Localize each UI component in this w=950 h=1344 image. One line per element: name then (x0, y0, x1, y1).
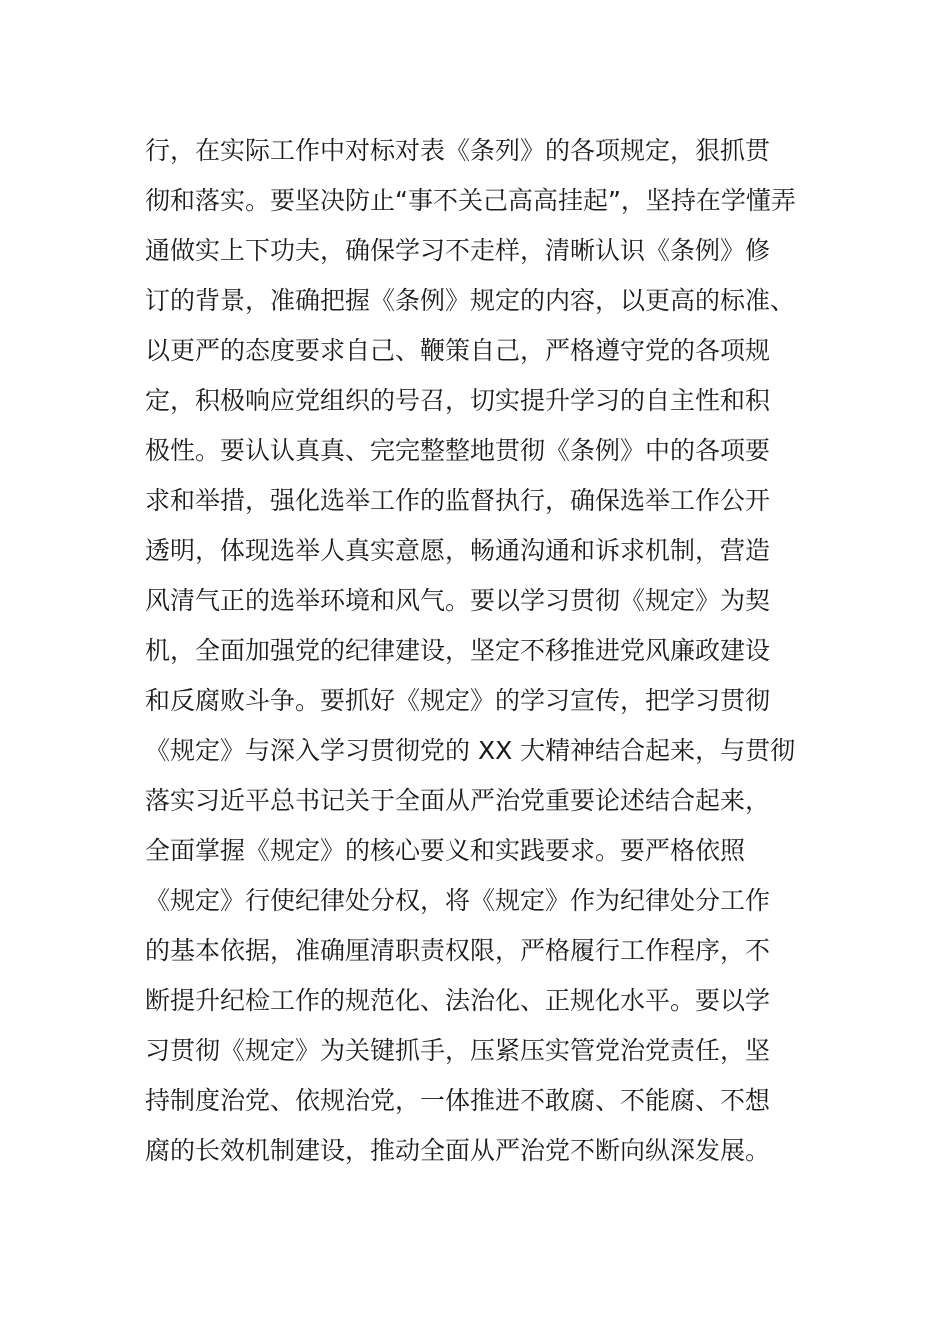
text-line: 和反腐败斗争。要抓好《规定》的学习宣传，把学习贯彻 (145, 686, 771, 715)
text-line: 《规定》行使纪律处分权，将《规定》作为纪律处分工作 (145, 886, 771, 915)
text-line: 行，在实际工作中对标对表《条列》的各项规定，狠抓贯 (145, 136, 771, 165)
text-line: 落实习近平总书记关于全面从严治党重要论述结合起来， (145, 786, 771, 815)
text-line: 彻和落实。要坚决防止“事不关己高高挂起”，坚持在学懂弄 (145, 186, 796, 215)
text-line: 透明，体现选举人真实意愿，畅通沟通和诉求机制，营造 (145, 536, 771, 565)
text-line: 腐的长效机制建设，推动全面从严治党不断向纵深发展。 (145, 1136, 771, 1165)
text-line: 全面掌握《规定》的核心要义和实践要求。要严格依照 (145, 836, 746, 865)
text-line: 订的背景，准确把握《条例》规定的内容，以更高的标准、 (145, 286, 796, 315)
text-line: 求和举措，强化选举工作的监督执行，确保选举工作公开 (145, 486, 771, 515)
text-line: 持制度治党、依规治党，一体推进不敢腐、不能腐、不想 (145, 1086, 771, 1115)
text-line: 以更严的态度要求自己、鞭策自己，严格遵守党的各项规 (145, 336, 771, 365)
text-line: 机，全面加强党的纪律建设，坚定不移推进党风廉政建设 (145, 636, 771, 665)
body-paragraph (145, 126, 815, 1176)
text-line: 通做实上下功夫，确保学习不走样，清晰认识《条例》修 (145, 236, 771, 265)
text-line: 风清气正的选举环境和风气。要以学习贯彻《规定》为契 (145, 586, 771, 615)
text-line: 定，积极响应党组织的号召，切实提升学习的自主性和积 (145, 386, 771, 415)
text-line: 习贯彻《规定》为关键抓手，压紧压实管党治党责任，坚 (145, 1036, 771, 1065)
text-line: 断提升纪检工作的规范化、法治化、正规化水平。要以学 (145, 986, 771, 1015)
text-line: 极性。要认认真真、完完整整地贯彻《条例》中的各项要 (145, 436, 771, 465)
text-line: 的基本依据，准确厘清职责权限，严格履行工作程序，不 (145, 936, 771, 965)
text-line: 《规定》与深入学习贯彻党的 XX 大精神结合起来，与贯彻 (145, 736, 796, 765)
